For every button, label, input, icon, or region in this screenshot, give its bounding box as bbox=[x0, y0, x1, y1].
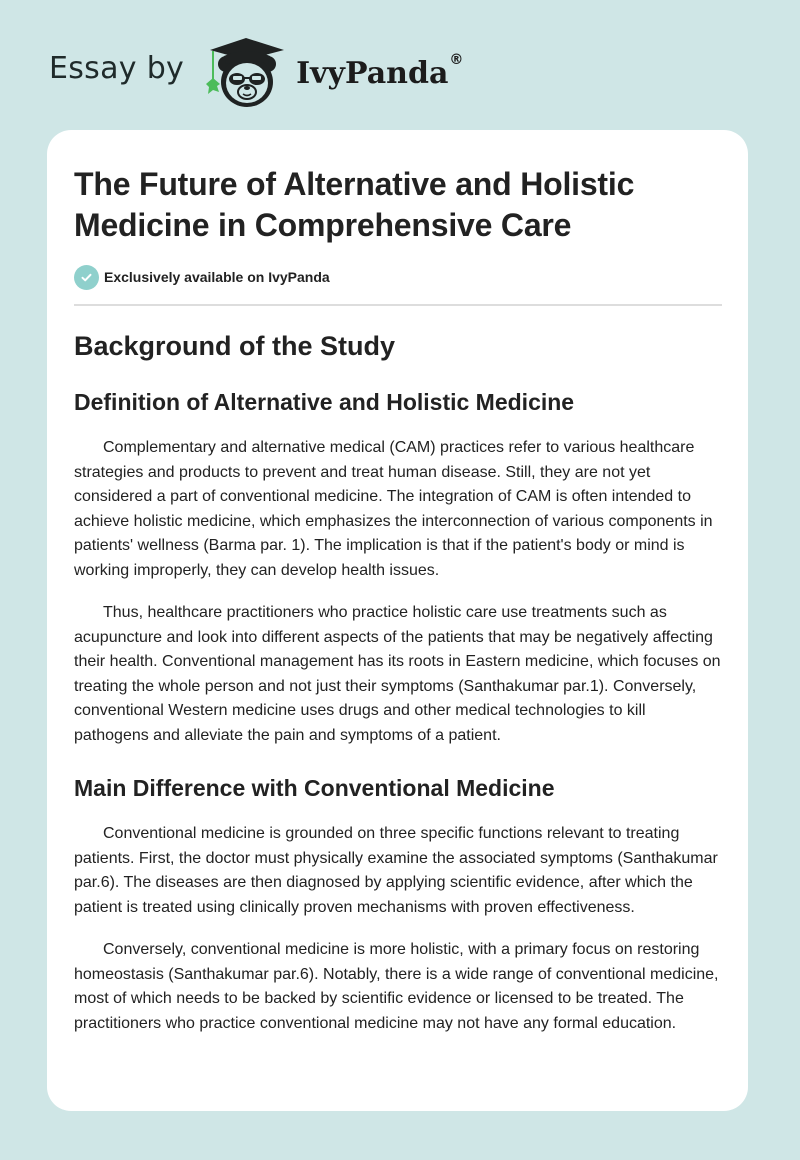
check-circle-icon bbox=[74, 265, 99, 290]
section-heading: Background of the Study bbox=[74, 331, 396, 361]
brand-header bbox=[49, 34, 463, 110]
exclusive-badge bbox=[74, 264, 722, 290]
section-background bbox=[74, 330, 722, 1036]
panda-graduation-cap-icon[interactable] bbox=[202, 34, 292, 110]
registered-mark: ® bbox=[449, 51, 464, 68]
essay-title: The Future of Alternative and Holistic Medicine in Comprehensive Care bbox=[74, 166, 635, 243]
subsection-heading-main-difference: Main Difference with Conventional Medicine bbox=[74, 775, 555, 801]
brand-name[interactable]: IvyPanda® bbox=[296, 51, 464, 91]
paragraph: Thus, healthcare practitioners who practice holistic care use treatments such as acupuncture and look into different aspects of the patients that may be negatively affecting their health. Conventional management has its roots in Eastern medicine, which focuses on treating the whole person and not just their symptoms (Santhakumar par.1). Conversely, conventional Western medicine uses drugs and other medical technologies to kill pathogens and alleviate the pain and symptoms of a patient. bbox=[74, 604, 721, 744]
subsection-heading-definition: Definition of Alternative and Holistic Medicine bbox=[74, 389, 575, 415]
exclusive-badge-text: Exclusively available on IvyPanda bbox=[104, 269, 330, 285]
essay-card bbox=[47, 130, 748, 1111]
title-divider bbox=[74, 304, 722, 306]
paragraph: Conventional medicine is grounded on three specific functions relevant to treating patients. First, the doctor must physically examine the associated symptoms (Santhakumar par.6). The diseases are then diagnosed by applying scientific evidence, after which the patient is treated using clinically proven mechanisms with proven effectiveness. bbox=[74, 825, 718, 916]
brand-prefix: Essay by bbox=[49, 50, 185, 86]
paragraph: Complementary and alternative medical (CAM) practices refer to various healthcare strategies and products to prevent and treat human disease. Still, they are not yet considered a part of conventional medicine. The integration of CAM is often intended to achieve holistic medicine, which emphasizes the interconnection of various components in patients' wellness (Barma par. 1). The implication is that if the patient's body or mind is working improperly, they can develop health issues. bbox=[74, 439, 713, 579]
paragraph: Conversely, conventional medicine is more holistic, with a primary focus on restoring homeostasis (Santhakumar par.6). Notably, there is a wide range of conventional medicine, most of which needs to be backed by scientific evidence or licensed to be treated. The practitioners who practice conventional medicine may not have any formal education. bbox=[74, 941, 719, 1032]
